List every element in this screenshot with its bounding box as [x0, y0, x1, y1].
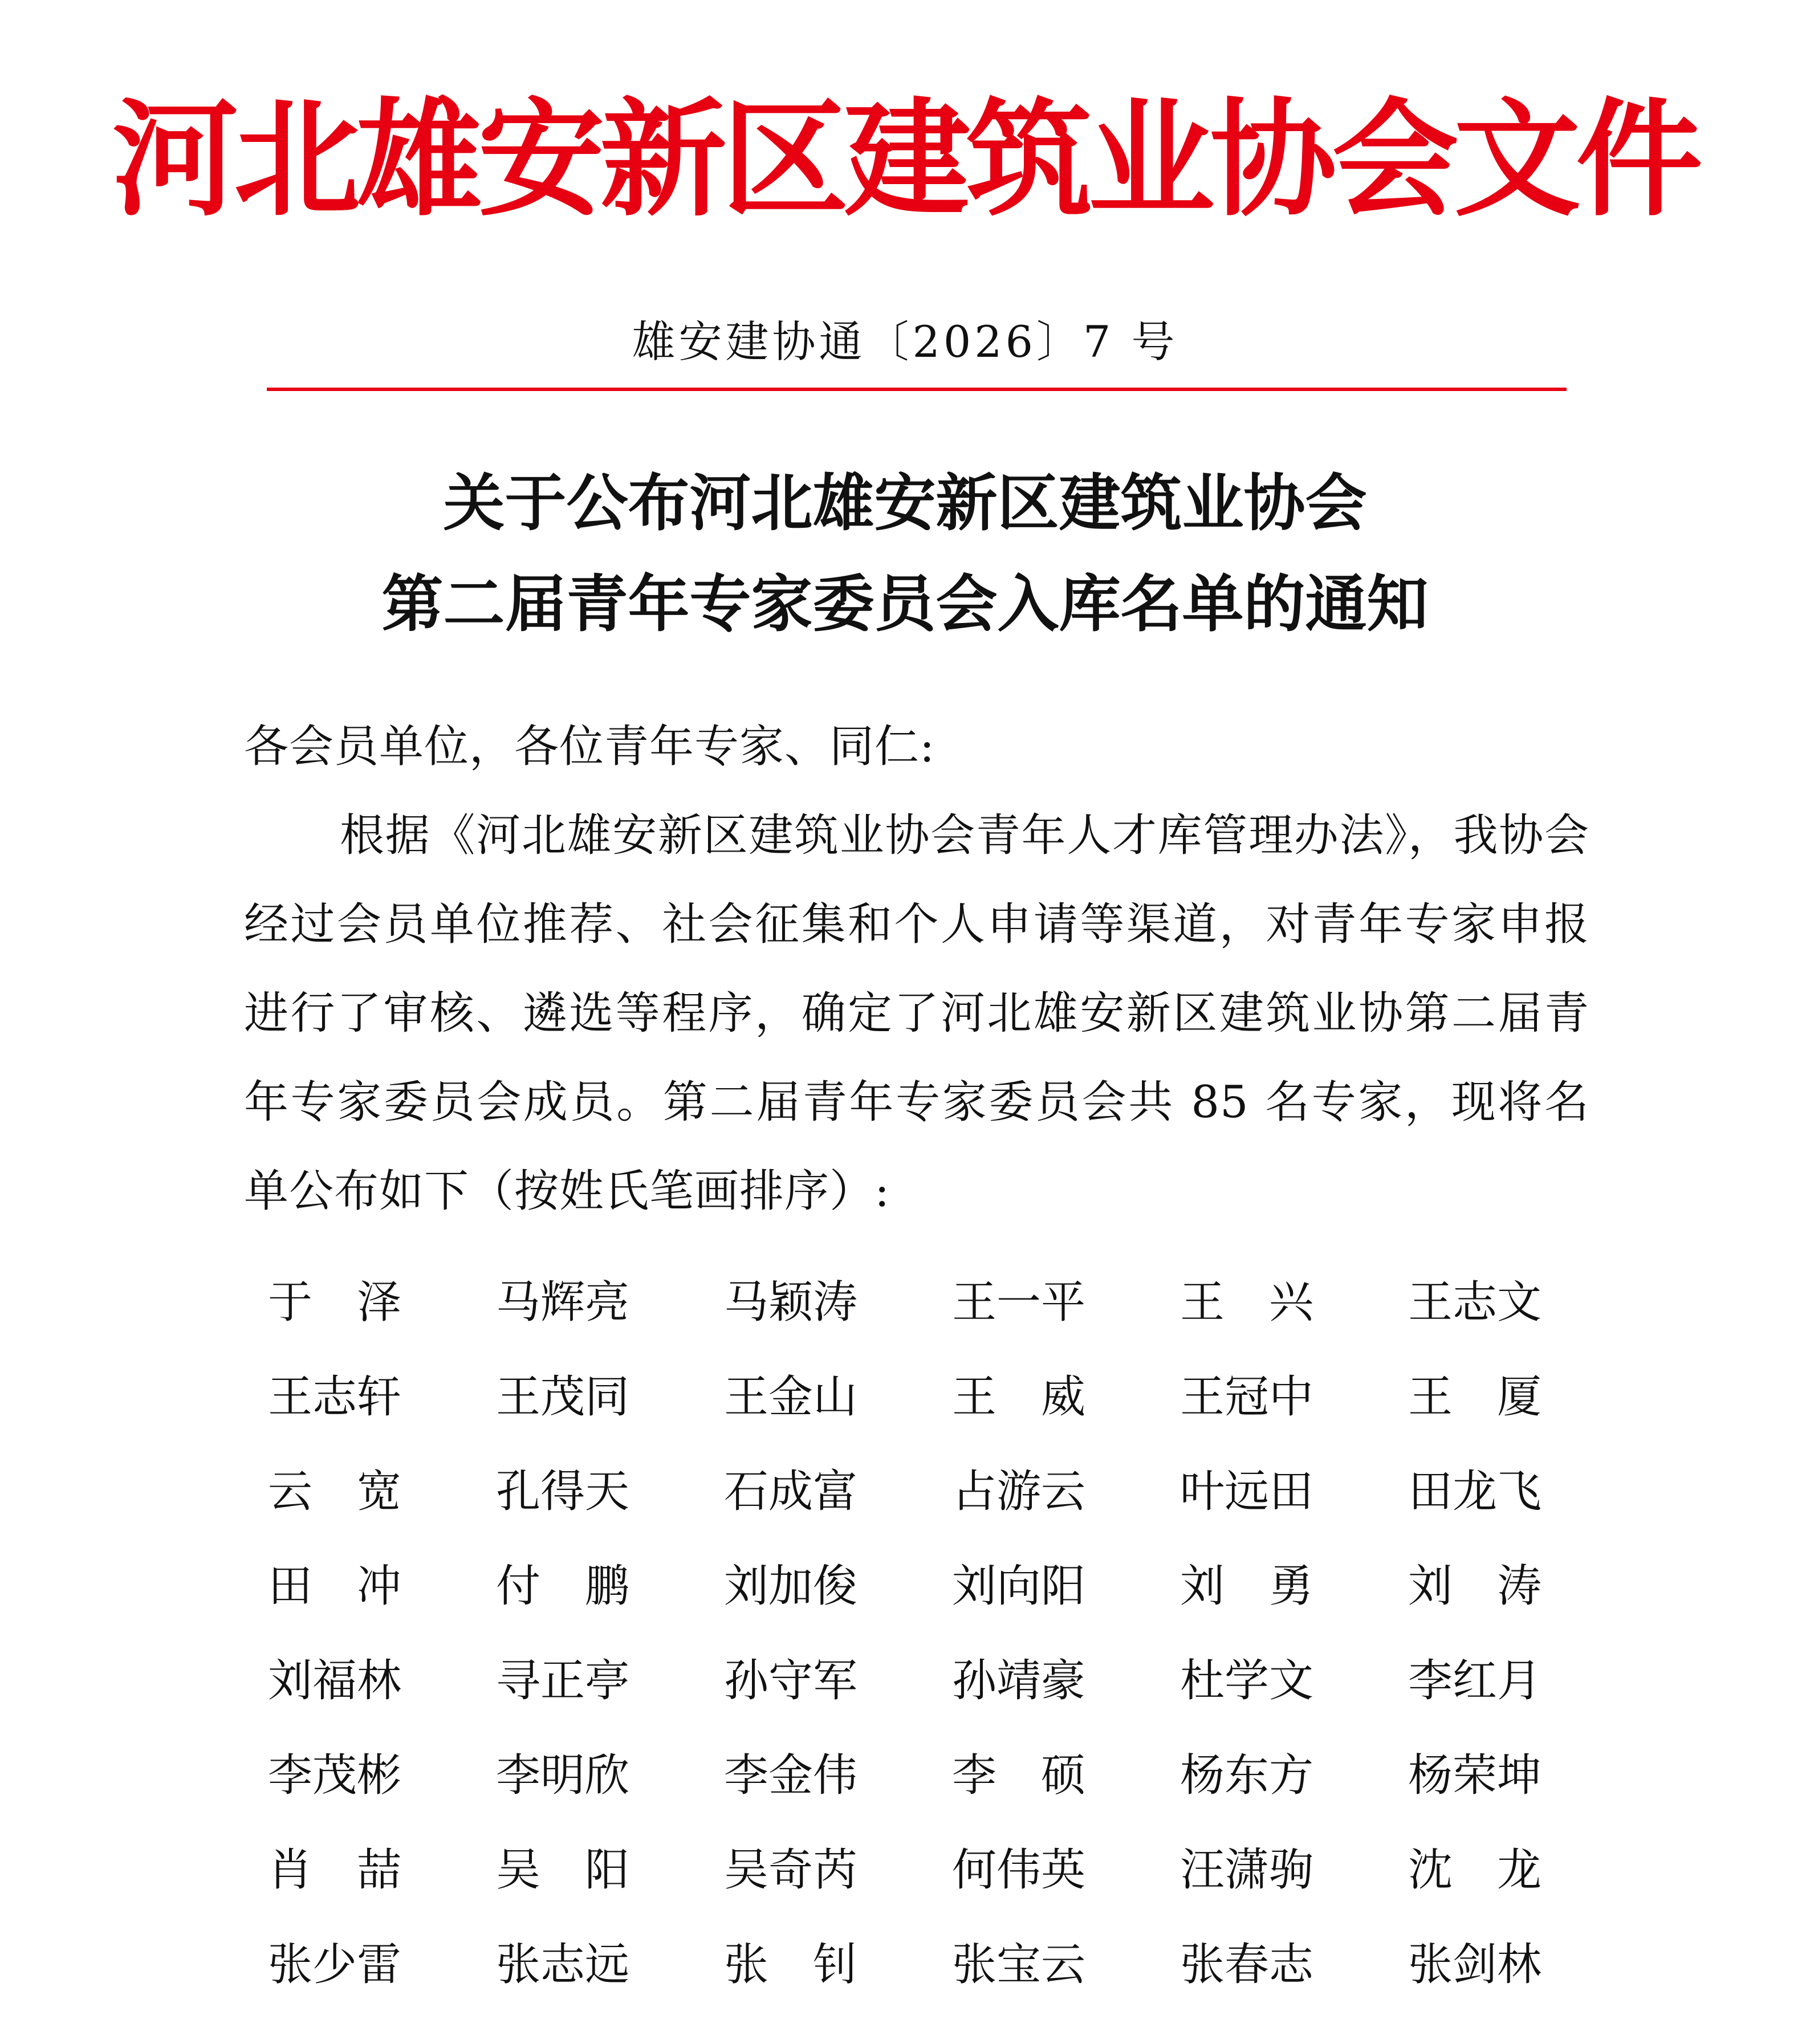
expert-name: 孙守军 [724, 1655, 858, 1707]
expert-name: 王 威 [952, 1371, 1086, 1423]
expert-name: 刘 涛 [1408, 1561, 1542, 1612]
expert-name: 张剑林 [1408, 1939, 1542, 1990]
expert-name: 孔得天 [496, 1466, 630, 1517]
masthead-title: 河北雄安新区建筑业协会文件 [112, 85, 1698, 234]
expert-name: 田 冲 [268, 1561, 402, 1612]
expert-name: 叶远田 [1180, 1466, 1314, 1517]
expert-name-list [268, 1255, 1579, 2012]
expert-name: 杨东方 [1180, 1750, 1314, 1801]
expert-name: 李明欣 [496, 1750, 630, 1801]
body-paragraph: 根据《河北雄安新区建筑业协会青年人才库管理办法》，我协会经过会员单位推荐、社会征集和个人申请等渠道，对青年专家申报进行了审核、遴选等程序，确定了河北雄安新区建筑业协第二届青年专家委员会成员。第二届青年专家委员会共 85 名专家，现将名单公布如下（按姓氏笔画排序）: [244, 810, 1589, 1217]
expert-name: 肖 喆 [268, 1845, 402, 1896]
expert-name: 杨荣坤 [1408, 1750, 1542, 1801]
expert-name: 王茂同 [496, 1371, 630, 1423]
notice-title-line-2: 第二届青年专家委员会入库名单的通知 [381, 568, 1429, 640]
expert-name: 王志轩 [268, 1371, 402, 1423]
expert-name: 刘福林 [268, 1655, 402, 1707]
expert-name: 张春志 [1180, 1939, 1314, 1990]
notice-title-line-1: 关于公布河北雄安新区建筑业协会 [443, 467, 1367, 539]
expert-name: 付 鹏 [496, 1561, 630, 1612]
expert-name: 王金山 [724, 1371, 858, 1423]
expert-name: 李金伟 [724, 1750, 858, 1801]
expert-name: 王冠中 [1180, 1371, 1314, 1423]
expert-name: 马颖涛 [724, 1277, 858, 1328]
expert-name: 占游云 [952, 1466, 1086, 1517]
expert-name: 吴奇芮 [724, 1845, 858, 1896]
expert-name: 云 宽 [268, 1466, 402, 1517]
expert-name: 王志文 [1408, 1277, 1542, 1328]
expert-name: 李 硕 [952, 1750, 1086, 1801]
expert-name: 吴 阳 [496, 1845, 630, 1896]
expert-name: 刘向阳 [952, 1561, 1086, 1612]
expert-name: 王 厦 [1408, 1371, 1542, 1423]
expert-name: 李茂彬 [268, 1750, 402, 1801]
document-number: 雄安建协通〔2026〕7 号 [632, 316, 1178, 367]
expert-name: 于 泽 [268, 1277, 402, 1328]
expert-name: 何伟英 [952, 1845, 1086, 1896]
expert-name: 刘 勇 [1180, 1561, 1314, 1612]
salutation: 各会员单位，各位青年专家、同仁: [244, 721, 935, 772]
expert-name: 张少雷 [268, 1939, 402, 1990]
expert-name: 沈 龙 [1408, 1845, 1542, 1896]
expert-name: 张 钊 [724, 1939, 858, 1990]
expert-name: 田龙飞 [1408, 1466, 1542, 1517]
expert-name: 汪潇驹 [1180, 1845, 1314, 1896]
expert-name: 王 兴 [1180, 1277, 1314, 1328]
expert-name: 王一平 [952, 1277, 1086, 1328]
expert-name: 张宝云 [952, 1939, 1086, 1990]
expert-name: 孙靖豪 [952, 1655, 1086, 1707]
red-divider-line [267, 388, 1567, 391]
expert-name: 石成富 [724, 1466, 858, 1517]
expert-name: 杜学文 [1180, 1655, 1314, 1707]
expert-name: 李红月 [1408, 1655, 1542, 1707]
expert-name: 张志远 [496, 1939, 630, 1990]
expert-name: 寻正亭 [496, 1655, 630, 1707]
expert-name: 马辉亮 [496, 1277, 630, 1328]
expert-name: 刘加俊 [724, 1561, 858, 1612]
